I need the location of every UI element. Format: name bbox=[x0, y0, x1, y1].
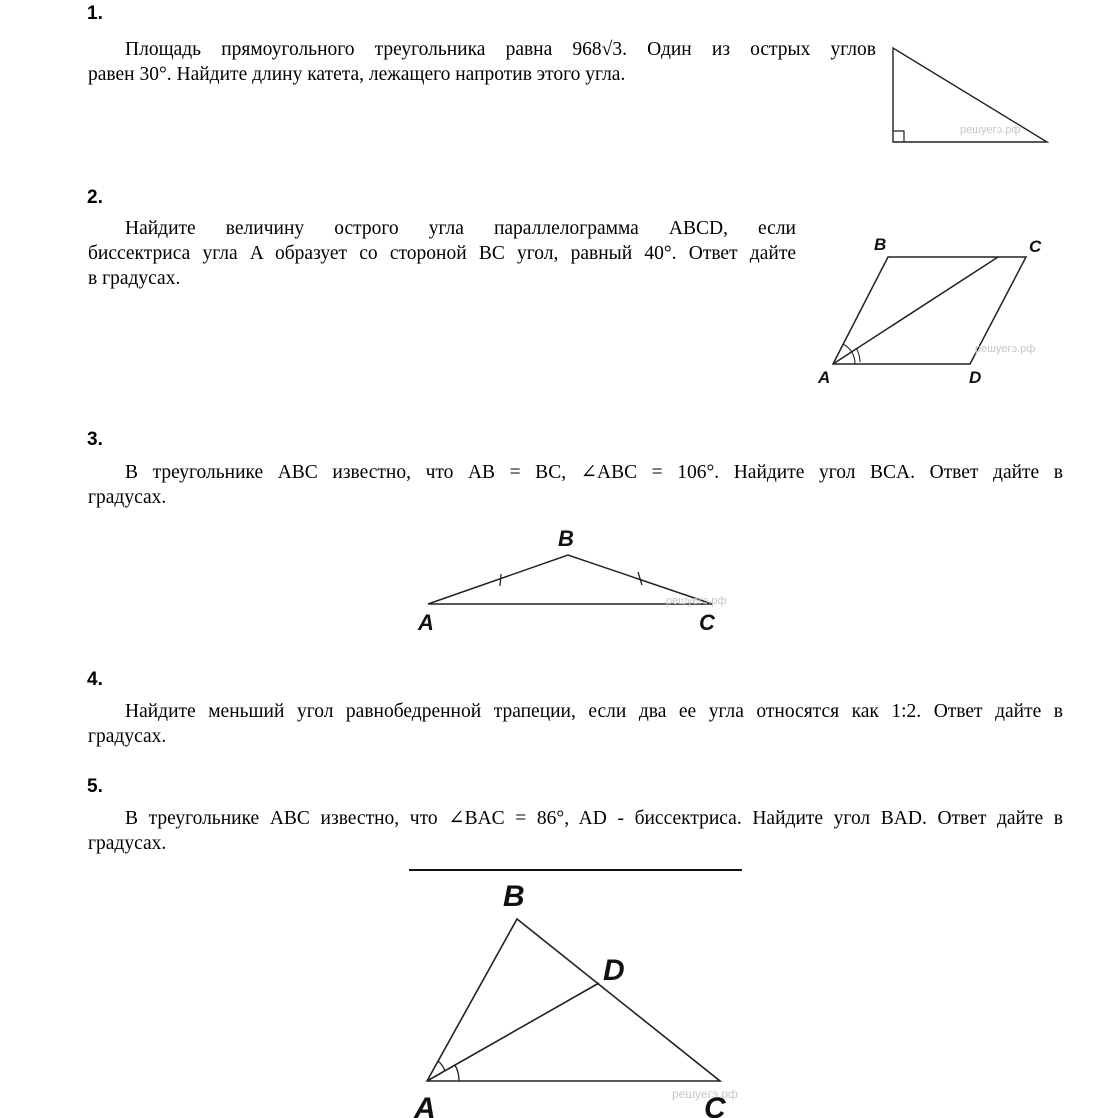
problem-1-line-1: Площадь прямоугольного треугольника равна 968√3. Один из острых углов bbox=[125, 39, 876, 60]
problem-3-label-c: C bbox=[699, 610, 715, 635]
problem-2-label-d: D bbox=[969, 368, 982, 387]
problem-5-text bbox=[88, 806, 1063, 856]
problem-3-line-1: В треугольнике ABC известно, что AB = BC, ∠ABC = 106°. Найдите угол BCA. Ответ дайте в bbox=[125, 462, 1063, 483]
problem-3-label-a: A bbox=[418, 610, 434, 635]
problem-2-parallelogram-figure bbox=[810, 230, 1060, 390]
problem-1-text bbox=[88, 37, 876, 87]
problem-3-watermark: решуегэ.рф bbox=[666, 595, 727, 607]
problem-5-line-1: В треугольнике ABC известно, что ∠BAC = 86°, AD - биссектриса. Найдите угол BAD. Ответ дайте в bbox=[125, 808, 1063, 829]
problem-5-label-b: B bbox=[503, 880, 525, 913]
problem-1-number: 1. bbox=[87, 3, 103, 24]
problem-5-watermark: решуегэ.рф bbox=[672, 1087, 738, 1101]
problem-4-text bbox=[88, 699, 1063, 749]
problem-4-line-2: градусах. bbox=[88, 726, 167, 747]
problem-5-label-c: C bbox=[704, 1092, 726, 1118]
problem-2-label-b: B bbox=[874, 235, 887, 254]
problem-2-line-1: Найдите величину острого угла параллелограмма ABCD, если bbox=[125, 218, 796, 239]
problem-4-line-1: Найдите меньший угол равнобедренной трапеции, если два ее угла относятся как 1:2. Ответ дайте в bbox=[125, 701, 1063, 722]
problem-2-line-3: в градусах. bbox=[88, 268, 181, 289]
problem-2-line-2: биссектриса угла A образует со стороной BC угол, равный 40°. Ответ дайте bbox=[88, 243, 796, 264]
problem-1-watermark: решуегэ.рф bbox=[960, 124, 1021, 136]
problem-2-watermark: решуегэ.рф bbox=[975, 343, 1036, 355]
problem-1-right-triangle-figure bbox=[880, 40, 1060, 150]
problem-5-bisector-figure bbox=[400, 872, 760, 1118]
problem-5-number: 5. bbox=[87, 776, 103, 797]
separator-line bbox=[409, 869, 742, 871]
problem-3-text bbox=[88, 460, 1063, 510]
problem-2-text bbox=[88, 216, 796, 291]
problem-3-label-b: B bbox=[558, 526, 574, 551]
problem-1-line-2: равен 30°. Найдите длину катета, лежащего напротив этого угла. bbox=[88, 64, 626, 85]
problem-5-label-d: D bbox=[603, 954, 625, 987]
problem-2-label-c: C bbox=[1029, 237, 1042, 256]
problem-5-label-a: A bbox=[414, 1092, 436, 1118]
problem-4-number: 4. bbox=[87, 669, 103, 690]
problem-5-line-2: градусах. bbox=[88, 833, 167, 854]
problem-3-triangle-figure bbox=[410, 520, 750, 640]
problem-3-number: 3. bbox=[87, 429, 103, 450]
problem-2-number: 2. bbox=[87, 187, 103, 208]
problem-3-line-2: градусах. bbox=[88, 487, 167, 508]
problem-2-label-a: A bbox=[818, 368, 831, 387]
